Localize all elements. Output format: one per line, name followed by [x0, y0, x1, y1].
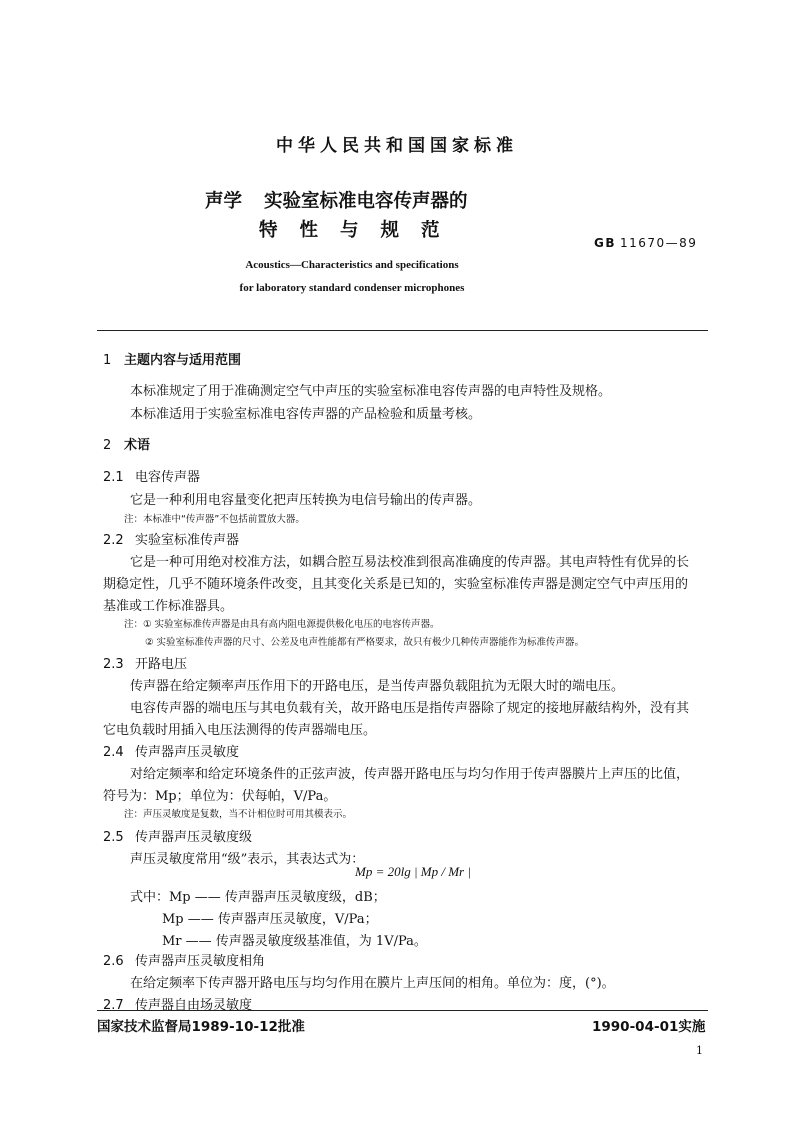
- footer-divider: [97, 1010, 708, 1011]
- paragraph: 它电负载时用插入电压法测得的传声器端电压。: [103, 723, 377, 738]
- subsection-2-3-heading: [103, 653, 187, 672]
- paragraph: 基准或工作标准器具。: [103, 599, 234, 614]
- subsection-2-2-heading: [103, 529, 239, 548]
- paragraph: 本标准规定了用于准确测定空气中声压的实验室标准电容传声器的电声特性及规格。: [130, 384, 612, 399]
- approval-date: 国家技术监督局1989-10-12批准: [97, 1019, 305, 1035]
- section-title: 术语: [124, 438, 151, 453]
- paragraph: 在给定频率下传声器开路电压与均匀作用在膜片上声压间的相角。单位为：度，(°)。: [130, 976, 615, 991]
- subsection-title: 传声器自由场灵敏度: [135, 998, 253, 1013]
- section-2-heading: [103, 434, 150, 453]
- note: 注：① 实验室标准传声器是由具有高内阻电源提供极化电压的电容传声器。: [124, 619, 440, 630]
- note: 注：本标准中“传声器”不包括前置放大器。: [124, 514, 305, 525]
- english-title-line2: for laboratory standard condenser microphones: [239, 282, 465, 294]
- paragraph: 电容传声器的端电压与其电负载有关，故开路电压是指传声器除了规定的接地屏蔽结构外，没有其: [130, 701, 690, 716]
- subsection-number: 2.5: [103, 830, 124, 845]
- document-title-line2: 特性与规范: [259, 220, 462, 241]
- page-number: 1: [696, 1044, 703, 1057]
- paragraph: 符号为：Mp；单位为：伏每帕，V/Pa。: [103, 789, 337, 804]
- subsection-2-4-heading: [103, 741, 239, 760]
- formula-legend: 式中：Mp —— 传声器声压灵敏度级，dB；: [130, 890, 386, 905]
- subsection-title: 传声器声压灵敏度: [135, 745, 240, 760]
- subsection-title: 传声器声压灵敏度级: [135, 830, 253, 845]
- subsection-title: 开路电压: [135, 657, 188, 672]
- paragraph: 对给定频率和给定环境条件的正弦声波，传声器开路电压与均匀作用于传声器膜片上声压的比值，: [130, 767, 690, 782]
- section-title: 主题内容与适用范围: [124, 353, 242, 368]
- subsection-number: 2.4: [103, 745, 124, 760]
- note: ② 实验室标准传声器的尺寸、公差及电声性能都有严格要求，故只有极少几种传声器能作为标准传声器。: [145, 637, 585, 648]
- subsection-2-5-heading: [103, 826, 252, 845]
- note: 注：声压灵敏度是复数，当不计相位时可用其模表示。: [124, 809, 353, 820]
- paragraph: 它是一种可用绝对校准方法，如耦合腔互易法校准到很高准确度的传声器。其电声特性有优异的长: [130, 555, 690, 570]
- subsection-number: 2.1: [103, 470, 124, 485]
- gb-number: 11670—89: [620, 236, 698, 250]
- paragraph: 传声器在给定频率声压作用下的开路电压，是当传声器负载阻抗为无限大时的端电压。: [130, 679, 625, 694]
- subsection-number: 2.2: [103, 533, 124, 548]
- english-title-line1: Acoustics—Characteristics and specifications: [245, 259, 459, 271]
- national-standard-title: 中华人民共和国国家标准: [276, 136, 518, 156]
- gb-prefix: GB: [594, 236, 616, 250]
- section-number: 2: [103, 438, 112, 453]
- formula-legend: Mp —— 传声器声压灵敏度，V/Pa；: [162, 912, 378, 927]
- document-title-line1: [205, 187, 468, 213]
- paragraph: 它是一种利用电容量变化把声压转换为电信号输出的传声器。: [130, 493, 482, 508]
- subsection-2-6-heading: [103, 950, 265, 969]
- formula-legend: Mr —— 传声器灵敏度级基准值，为 1V/Pa。: [162, 934, 427, 949]
- standard-code: [594, 236, 697, 250]
- subsection-number: 2.7: [103, 998, 124, 1013]
- formula: Mp = 20lg | Mp / Mr |: [355, 864, 471, 879]
- title-main: 实验室标准电容传声器的: [264, 191, 468, 212]
- section-1-heading: [103, 349, 241, 368]
- implementation-date: 1990-04-01实施: [592, 1019, 706, 1035]
- subsection-number: 2.3: [103, 657, 124, 672]
- paragraph: 本标准适用于实验室标准电容传声器的产品检验和质量考核。: [130, 407, 482, 422]
- paragraph: 声压灵敏度常用“级”表示，其表达式为：: [130, 852, 365, 867]
- subsection-title: 实验室标准传声器: [135, 533, 240, 548]
- subsection-number: 2.6: [103, 954, 124, 969]
- section-number: 1: [103, 353, 112, 368]
- title-acoustics: 声学: [205, 191, 243, 212]
- subsection-title: 传声器声压灵敏度相角: [135, 954, 266, 969]
- paragraph: 期稳定性，几乎不随环境条件改变，且其变化关系是已知的，实验室标准传声器是测定空气中声压用的: [103, 577, 689, 592]
- subsection-2-1-heading: [103, 466, 200, 485]
- subsection-title: 电容传声器: [135, 470, 201, 485]
- header-divider: [97, 330, 708, 331]
